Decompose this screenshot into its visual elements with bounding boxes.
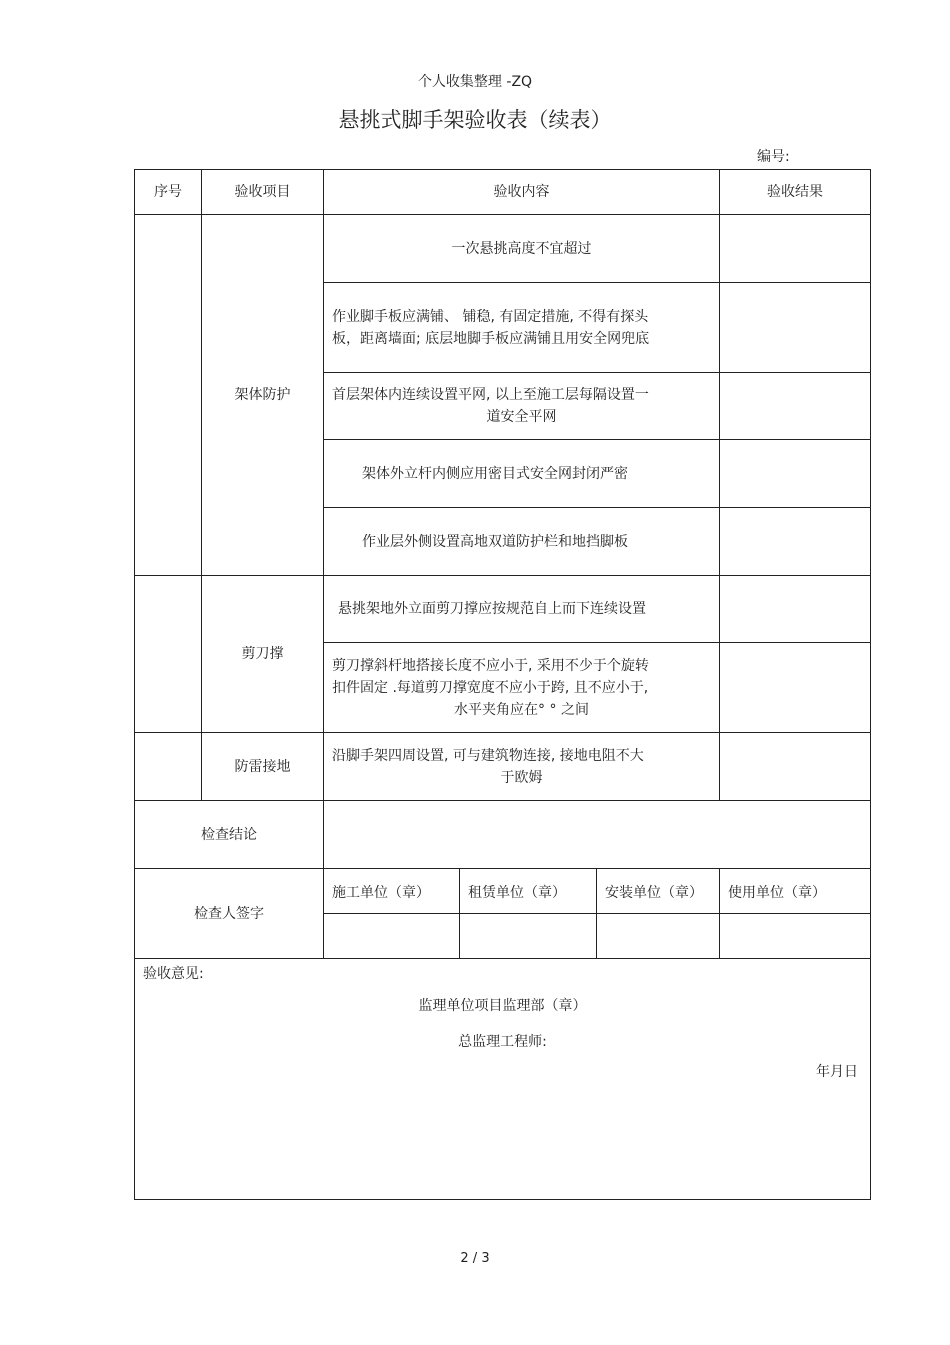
- signature-unit-user: 使用单位（章）: [720, 869, 871, 914]
- header-item: 验收项目: [202, 170, 324, 215]
- signature-unit-installation: 安装单位（章）: [597, 869, 720, 914]
- content-line: 悬挑架地外立面剪刀撑应按规范自上而下连续设置: [338, 601, 646, 617]
- content-cell: [324, 508, 720, 576]
- group-seq-cell: [135, 576, 202, 733]
- supervision-unit: 监理单位项目监理部（章）: [418, 998, 587, 1014]
- group-seq-cell: [135, 733, 202, 801]
- chief-engineer-label: 总监理工程师:: [458, 1034, 547, 1050]
- content-cell: [324, 440, 720, 508]
- page-title: 悬挑式脚手架验收表（续表）: [338, 108, 612, 132]
- signature-label: 检查人签字: [135, 869, 324, 959]
- result-cell: [720, 215, 871, 283]
- result-cell: [720, 440, 871, 508]
- content-line: 架体外立杆内侧应用密目式安全网封闭严密: [362, 465, 628, 482]
- table-header-row: [135, 170, 871, 215]
- header-note: 个人收集整理 -ZQ: [417, 74, 533, 90]
- signature-unit-construction: 施工单位（章）: [324, 869, 460, 914]
- table-row: [135, 215, 871, 283]
- opinion-cell: [135, 959, 871, 1200]
- content-cell: [324, 576, 720, 643]
- group-name-lightning-grounding: 防雷接地: [202, 733, 324, 801]
- signature-unit-leasing: 租赁单位（章）: [460, 869, 597, 914]
- content-cell: [324, 283, 720, 373]
- opinion-label: 验收意见:: [143, 966, 204, 982]
- content-cell: [324, 643, 720, 733]
- conclusion-row: [135, 801, 871, 869]
- content-line: 剪刀撑斜杆地搭接长度不应小于, 采用不少于个旋转: [332, 657, 649, 674]
- content-line: 板，距离墙面; 底层地脚手板应满铺且用安全网兜底: [332, 330, 650, 347]
- content-line: 扣件固定 .每道剪刀撑宽度不应小于跨, 且不应小于,: [332, 679, 649, 696]
- result-cell: [720, 508, 871, 576]
- header-result: 验收结果: [720, 170, 871, 215]
- opinion-date: 年月日: [816, 1064, 859, 1080]
- content-cell: [324, 215, 720, 283]
- group-name-frame-protection: 架体防护: [202, 215, 324, 576]
- content-line: 作业脚手板应满铺、 铺稳, 有固定措施, 不得有探头: [332, 308, 649, 325]
- group-seq-cell: [135, 215, 202, 576]
- signature-header-row: [135, 869, 871, 914]
- result-cell: [720, 643, 871, 733]
- signature-cell: [597, 914, 720, 959]
- page-number: 2 / 3: [460, 1251, 490, 1266]
- content-cell: [324, 373, 720, 440]
- signature-cell: [460, 914, 597, 959]
- acceptance-table: [134, 169, 871, 1200]
- result-cell: [720, 373, 871, 440]
- result-cell: [720, 576, 871, 643]
- result-cell: [720, 733, 871, 801]
- conclusion-value-cell: [324, 801, 871, 869]
- signature-cell: [324, 914, 460, 959]
- content-line: 首层架体内连续设置平网, 以上至施工层每隔设置一: [332, 387, 649, 403]
- content-line: 道安全平网: [486, 409, 557, 425]
- signature-cell: [720, 914, 871, 959]
- content-line: 于欧姆: [500, 769, 543, 786]
- header-content: 验收内容: [324, 170, 720, 215]
- header-seq: 序号: [135, 170, 202, 215]
- opinion-row: [135, 959, 871, 1200]
- content-line: 水平夹角应在° ° 之间: [454, 701, 589, 718]
- content-line: 作业层外侧设置高地双道防护栏和地挡脚板: [362, 533, 628, 550]
- table-row: [135, 733, 871, 801]
- content-cell: [324, 733, 720, 801]
- document-number-label: 编号:: [757, 149, 790, 165]
- group-name-scissor-brace: 剪刀撑: [202, 576, 324, 733]
- content-line: 一次悬挑高度不宜超过: [451, 240, 592, 257]
- result-cell: [720, 283, 871, 373]
- conclusion-label: 检查结论: [135, 801, 324, 869]
- content-line: 沿脚手架四周设置, 可与建筑物连接, 接地电阻不大: [332, 747, 644, 764]
- table-row: [135, 576, 871, 643]
